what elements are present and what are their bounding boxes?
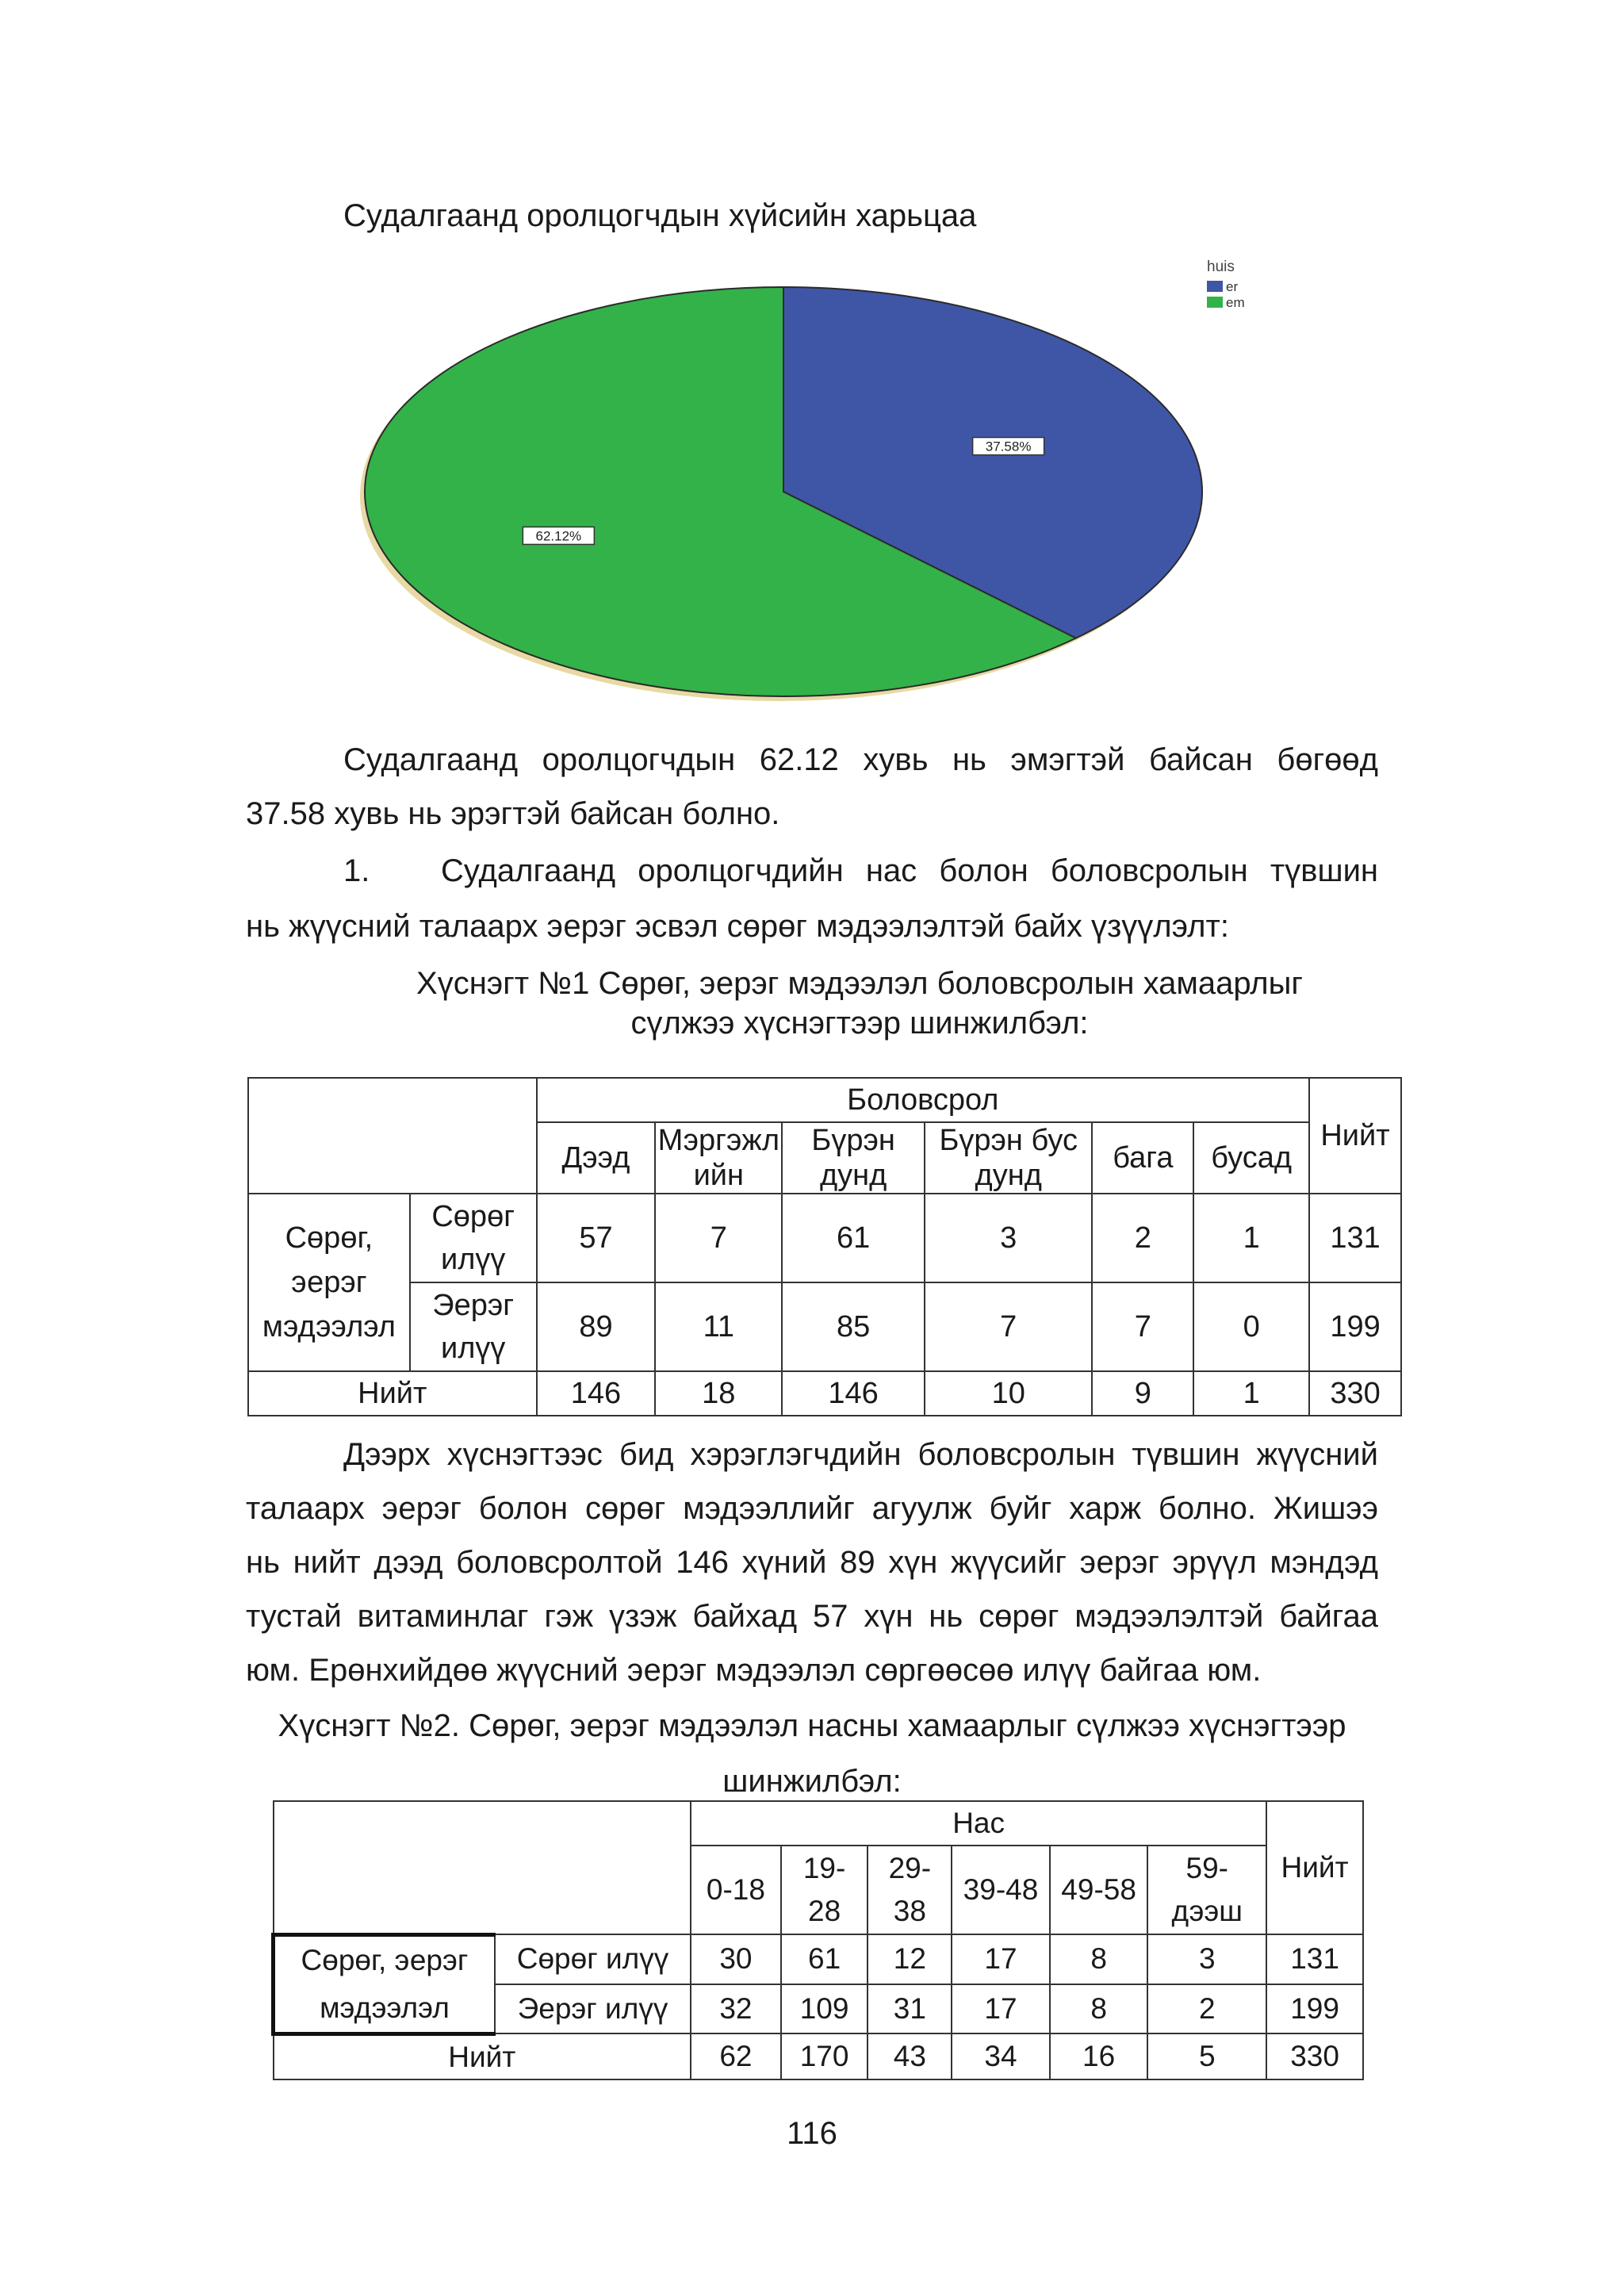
table-cell: 0	[1193, 1282, 1309, 1371]
table-cell: 109	[781, 1984, 868, 2034]
table-cell: 57	[537, 1194, 656, 1282]
table-cell: 16	[1050, 2033, 1148, 2079]
table2-group-header: Нас	[691, 1801, 1266, 1846]
table-cell: 18	[655, 1371, 782, 1416]
table1-group-header: Боловсрол	[537, 1078, 1309, 1122]
table2-col-header: 19- 28	[781, 1846, 868, 1934]
table-row	[248, 1371, 1401, 1416]
table-cell: 1	[1193, 1371, 1309, 1416]
table-cell: 9	[1092, 1371, 1193, 1416]
table-cell: 11	[655, 1282, 782, 1371]
table-cell: 170	[781, 2033, 868, 2079]
table-cell: 10	[925, 1371, 1093, 1416]
table-cell: 62	[691, 2033, 781, 2079]
table-cell: 7	[925, 1282, 1093, 1371]
table2-col-header: 49-58	[1050, 1846, 1148, 1934]
table1-row-group: Сөрөг, эерэг мэдээлэл	[248, 1194, 410, 1371]
table1-corner	[248, 1078, 537, 1194]
svg-text:37.58%: 37.58%	[985, 439, 1032, 454]
item-line1: Судалгаанд оролцогчдийн нас болон боловсролын түвшин	[441, 853, 1378, 888]
table-row	[248, 1282, 1401, 1371]
table-cell: 8	[1050, 1984, 1148, 2034]
table1-col-header: Бүрэн бус дунд	[925, 1122, 1093, 1194]
table1-col-header: Бүрэн дунд	[782, 1122, 925, 1194]
table1-row-label: Сөрөг илүү	[410, 1194, 537, 1282]
legend-label-em: em	[1226, 295, 1245, 310]
page-number: 116	[787, 2116, 837, 2151]
paragraph-table1-line5: юм. Ерөнхийдөө жүүсний эерэг мэдээлэл сөргөөсөө илүү байгаа юм.	[246, 1653, 1262, 1688]
table1-col-header: бусад	[1193, 1122, 1309, 1194]
pie-data-label-er	[973, 438, 1044, 455]
pie-chart	[349, 254, 1269, 730]
svg-text:62.12%: 62.12%	[535, 528, 582, 544]
table-cell: 89	[537, 1282, 656, 1371]
table2-row-group: Сөрөг, эерэг мэдээлэл	[274, 1934, 495, 2033]
table-cell: 85	[782, 1282, 925, 1371]
item-number: 1.	[343, 853, 370, 888]
pie-legend	[1207, 259, 1245, 310]
table-cell: 12	[868, 1934, 952, 1984]
table2-total-header: Нийт	[1266, 1801, 1363, 1934]
table1-total-header: Нийт	[1309, 1078, 1401, 1194]
pie-data-label-em	[523, 527, 594, 544]
table-cell: 8	[1050, 1934, 1148, 1984]
table-cell-total: 131	[1309, 1194, 1401, 1282]
table-cell: 2	[1092, 1194, 1193, 1282]
paragraph-gender-line1: Судалгаанд оролцогчдын 62.12 хувь нь эмэгтэй байсан бөгөөд	[343, 742, 1378, 777]
table-cell: 146	[782, 1371, 925, 1416]
table2-row-label: Сөрөг илүү	[495, 1934, 691, 1984]
table1-col-header: Дээд	[537, 1122, 656, 1194]
table-cell-total: 131	[1266, 1934, 1363, 1984]
paragraph-table1-line3: нь нийт дээд боловсролтой 146 хүний 89 хүн жүүсийг эерэг эрүүл мэндэд	[246, 1545, 1378, 1580]
table-cell: 2	[1147, 1984, 1266, 2034]
table-cell: 32	[691, 1984, 781, 2034]
table2-col-header: 29- 38	[868, 1846, 952, 1934]
table1-col-header: бага	[1092, 1122, 1193, 1194]
table-cell: 3	[1147, 1934, 1266, 1984]
table1-total-label: Нийт	[248, 1371, 537, 1416]
table1-caption-line1: Хүснэгт №1 Сөрөг, эерэг мэдээлэл боловсролын хамаарлыг	[416, 966, 1303, 1001]
table-row	[274, 2033, 1364, 2079]
legend-title: huis	[1207, 259, 1235, 275]
table2-corner	[274, 1801, 691, 1934]
table2-col-header: 0-18	[691, 1846, 781, 1934]
legend-swatch-er	[1207, 281, 1223, 292]
paragraph-gender-line2: 37.58 хувь нь эрэгтэй байсан болно.	[246, 796, 780, 831]
table-cell: 30	[691, 1934, 781, 1984]
table1-caption-line2: сүлжээ хүснэгтээр шинжилбэл:	[630, 1006, 1089, 1041]
table-cell-total: 330	[1266, 2033, 1363, 2079]
chart-heading: Судалгаанд оролцогчдын хүйсийн харьцаа	[343, 198, 977, 233]
table2-col-header: 59- дээш	[1147, 1846, 1266, 1934]
age-table	[271, 1800, 1364, 2080]
table2-caption-line2: шинжилбэл:	[722, 1764, 902, 1799]
table-cell: 34	[952, 2033, 1050, 2079]
table-cell: 17	[952, 1984, 1050, 2034]
table-cell-total: 330	[1309, 1371, 1401, 1416]
table-cell-total: 199	[1309, 1282, 1401, 1371]
table-cell: 61	[781, 1934, 868, 1984]
table-cell: 31	[868, 1984, 952, 2034]
table-cell: 7	[655, 1194, 782, 1282]
table-cell: 146	[537, 1371, 656, 1416]
table-row	[274, 1934, 1364, 1984]
table-cell-total: 199	[1266, 1984, 1363, 2034]
table-cell: 43	[868, 2033, 952, 2079]
table-cell: 61	[782, 1194, 925, 1282]
table-cell: 17	[952, 1934, 1050, 1984]
table1-row-label: Эерэг илүү	[410, 1282, 537, 1371]
item-line2: нь жүүсний талаарх эерэг эсвэл сөрөг мэдээлэлтэй байх үзүүлэлт:	[246, 909, 1229, 944]
table-cell: 1	[1193, 1194, 1309, 1282]
legend-label-er: er	[1226, 279, 1239, 294]
table2-total-label: Нийт	[274, 2033, 691, 2079]
table-cell: 3	[925, 1194, 1093, 1282]
table-row	[248, 1194, 1401, 1282]
education-table	[247, 1077, 1402, 1416]
table1-col-header: Мэргэжл ийн	[655, 1122, 782, 1194]
table-cell: 5	[1147, 2033, 1266, 2079]
table-cell: 7	[1092, 1282, 1193, 1371]
table2-col-header: 39-48	[952, 1846, 1050, 1934]
paragraph-table1-line1: Дээрх хүснэгтээс бид хэрэглэгчдийн боловсролын түвшин жүүсний	[343, 1437, 1378, 1472]
paragraph-table1-line2: талаарх эерэг болон сөрөг мэдээллийг агуулж буйг харж болно. Жишээ	[246, 1491, 1378, 1526]
paragraph-table1-line4: тустай витаминлаг гэж үзэж байхад 57 хүн нь сөрөг мэдээлэлтэй байгаа	[246, 1599, 1378, 1634]
legend-swatch-em	[1207, 297, 1223, 308]
table2-caption-line1: Хүснэгт №2. Сөрөг, эерэг мэдээлэл насны хамаарлыг сүлжээ хүснэгтээр	[278, 1708, 1346, 1743]
table2-row-label: Эерэг илүү	[495, 1984, 691, 2034]
